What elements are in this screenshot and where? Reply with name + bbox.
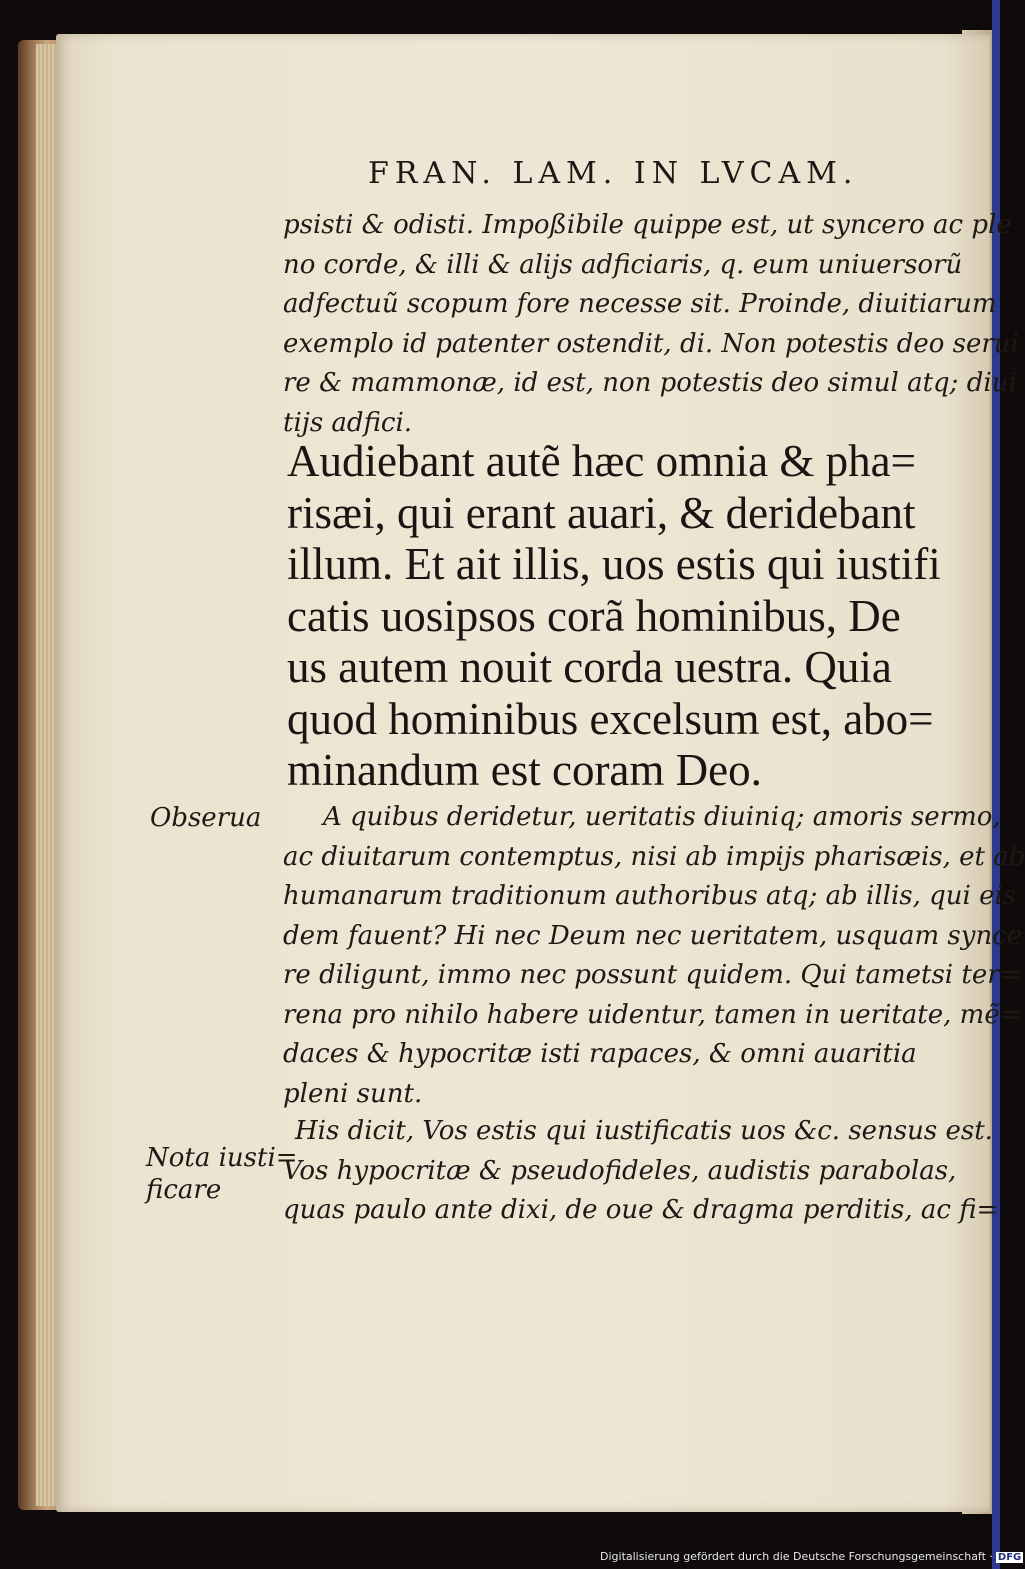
marginal-note-nota-iustificare	[146, 1142, 298, 1206]
text-line: ac diuitarum contemptus, nisi ab impijs pharisæis, et ab	[283, 841, 1025, 872]
running-head: FRAN. LAM. IN LVCAM.	[368, 156, 859, 191]
text-line: dem fauent? Hi nec Deum nec ueritatem, usquam synce	[283, 920, 1023, 951]
scripture-passage	[287, 436, 941, 797]
text-line: us autem nouit corda uestra. Quia	[287, 642, 892, 692]
text-line: no corde, & illi & alijs adficiaris, q. eum uniuersorũ	[283, 249, 963, 280]
text-line: rena pro nihilo habere uidentur, tamen in ueritate, mẽ=	[283, 999, 1022, 1030]
text-line: pleni sunt.	[283, 1078, 423, 1109]
text-line: risæi, qui erant auari, & deridebant	[287, 487, 916, 538]
marginal-note-obserua	[150, 802, 261, 834]
commentary-middle	[283, 798, 1025, 1114]
text-line: re diligunt, immo nec possunt quidem. Qui tametsi ter=	[283, 960, 1022, 990]
digitization-credit	[600, 1550, 1023, 1563]
text-line: quas paulo ante dixi, de oue & dragma perditis, ac fi=	[283, 1195, 999, 1225]
text-line: adfectuũ scopum fore necesse sit. Proinde, diuitiarum	[283, 289, 997, 319]
text-line: Vos hypocritæ & pseudofideles, audistis parabolas,	[283, 1155, 957, 1186]
commentary-top	[283, 206, 1019, 443]
text-line: tijs adfici.	[283, 407, 413, 438]
text-line: catis uosipsos corã hominibus, De	[287, 590, 901, 641]
dfg-logo: DFG	[997, 1551, 1022, 1563]
credit-text: Digitalisierung gefördert durch die Deutsche Forschungsgemeinschaft ·	[600, 1550, 993, 1563]
text-line: daces & hypocritæ isti rapaces, & omni auaritia	[283, 1039, 917, 1069]
text-line: humanarum traditionum authoribus atq; ab illis, qui eis	[283, 881, 1017, 911]
text-line: Audiebant autẽ hæc omnia & pha=	[287, 436, 916, 486]
commentary-bottom	[283, 1112, 998, 1231]
text-line: Obserua	[150, 803, 262, 833]
text-line: re & mammonæ, id est, non potestis deo simul atq; diui	[283, 368, 1017, 398]
text-line: His dicit, Vos estis qui iustificatis uos &c. sensus est.	[295, 1116, 993, 1146]
text-line: Nota iusti=	[146, 1143, 298, 1173]
text-line: illum. Et ait illis, uos estis qui iustifi	[287, 539, 941, 589]
text-line: quod hominibus excelsum est, abo=	[287, 693, 934, 744]
text-line: minandum est coram Deo.	[287, 745, 762, 795]
text-line: A quibus deridetur, ueritatis diuiniq; amoris sermo,	[323, 802, 1001, 832]
text-line: exemplo id patenter ostendit, di. Non potestis deo serui	[283, 328, 1019, 359]
text-line: psisti & odisti. Impoßibile quippe est, ut syncero ac ple	[283, 210, 1012, 240]
text-line: ficare	[146, 1175, 222, 1205]
